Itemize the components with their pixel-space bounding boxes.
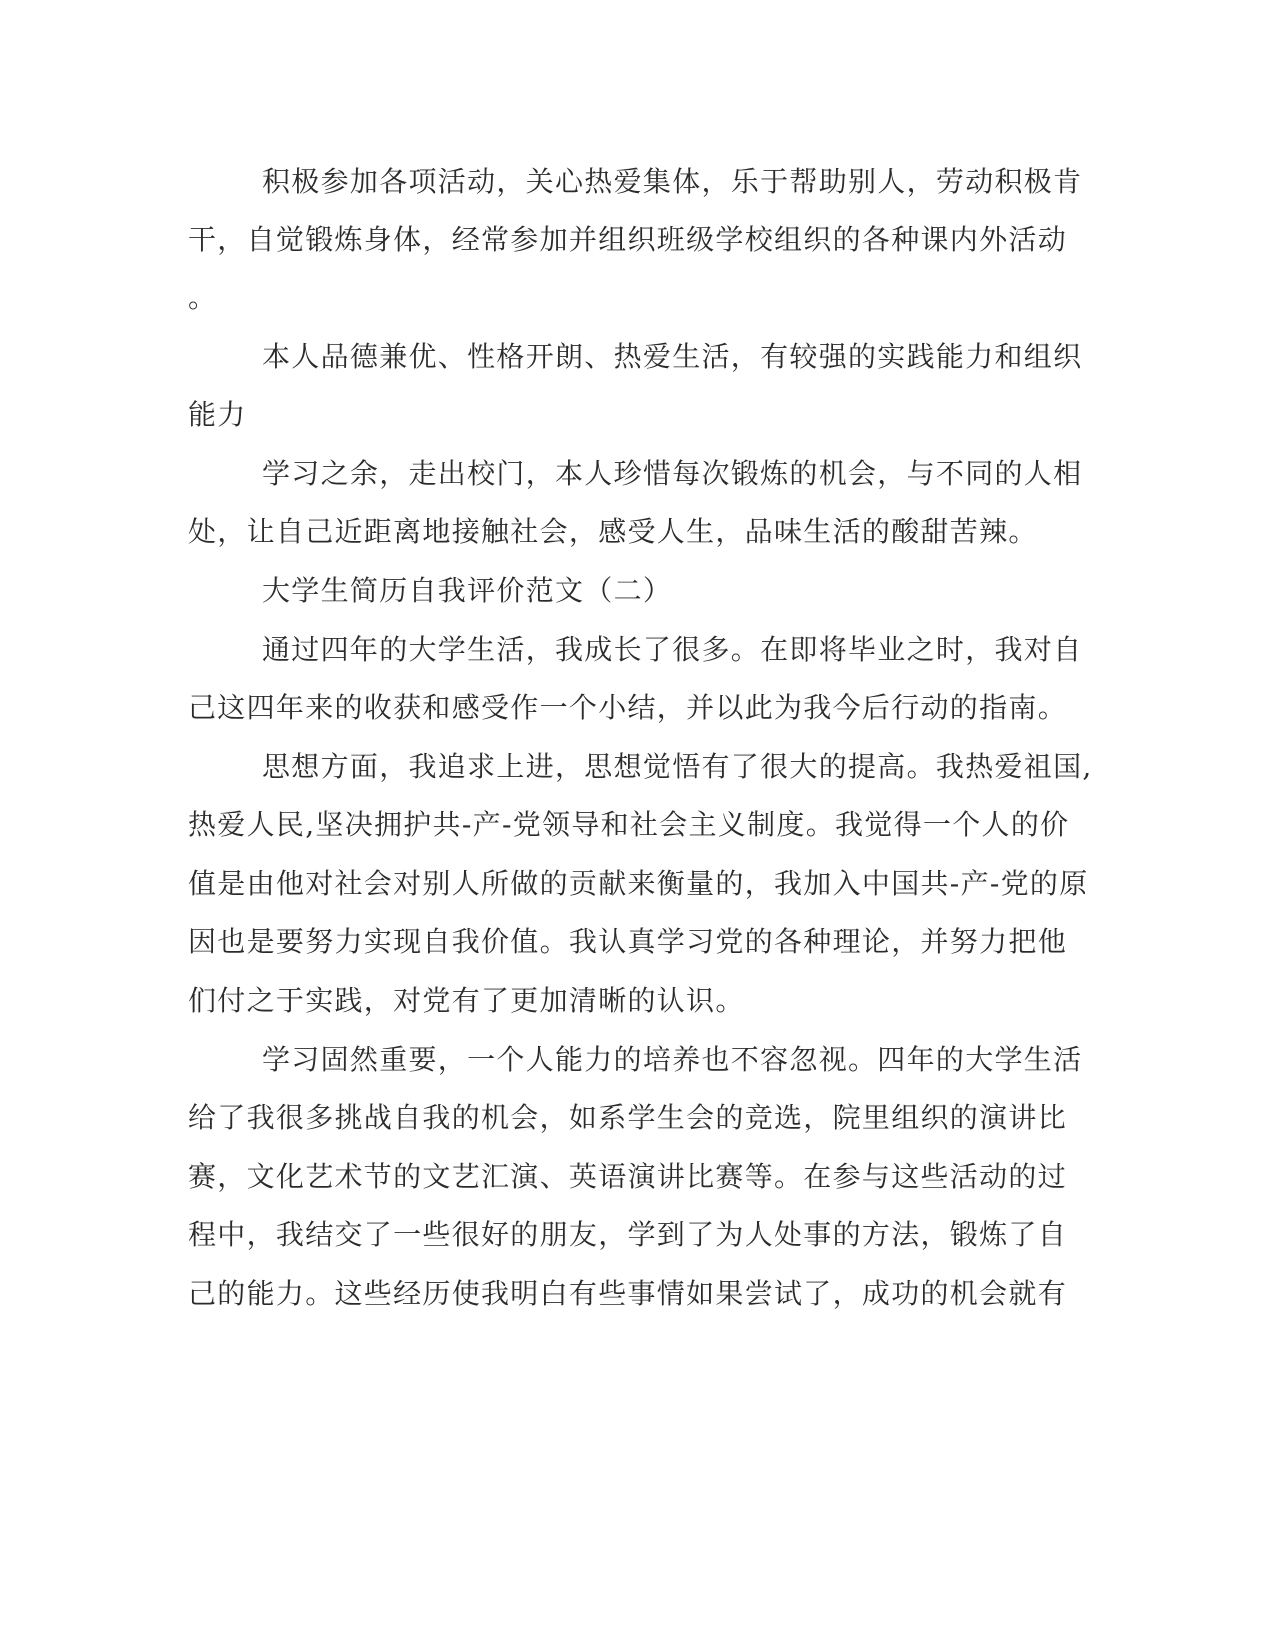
paragraph-5-line-3: 值是由他对社会对别人所做的贡献来衡量的，我加入中国共-产-党的原	[188, 867, 1089, 900]
paragraph-1-line-1: 积极参加各项活动，关心热爱集体，乐于帮助别人，劳动积极肯	[262, 165, 1083, 198]
paragraph-6-line-1: 学习固然重要，一个人能力的培养也不容忽视。四年的大学生活	[262, 1043, 1083, 1076]
paragraph-5-line-1: 思想方面，我追求上进，思想觉悟有了很大的提高。我热爱祖国,	[262, 750, 1093, 783]
section-heading: 大学生简历自我评价范文（二）	[262, 574, 673, 607]
paragraph-2-line-2: 能力	[188, 398, 247, 431]
paragraph-5-line-5: 们付之于实践，对党有了更加清晰的认识。	[188, 984, 745, 1017]
paragraph-1-line-2: 干，自觉锻炼身体，经常参加并组织班级学校组织的各种课内外活动	[188, 223, 1068, 256]
paragraph-6-line-2: 给了我很多挑战自我的机会，如系学生会的竞选，院里组织的演讲比	[188, 1101, 1068, 1134]
paragraph-6-line-3: 赛，文化艺术节的文艺汇演、英语演讲比赛等。在参与这些活动的过	[188, 1160, 1068, 1193]
paragraph-4-line-1: 通过四年的大学生活，我成长了很多。在即将毕业之时，我对自	[262, 633, 1083, 666]
paragraph-6-line-4: 程中，我结交了一些很好的朋友，学到了为人处事的方法，锻炼了自	[188, 1218, 1068, 1251]
paragraph-3-line-1: 学习之余，走出校门，本人珍惜每次锻炼的机会，与不同的人相	[262, 457, 1083, 490]
paragraph-5-line-2: 热爱人民,坚决拥护共-产-党领导和社会主义制度。我觉得一个人的价	[188, 808, 1070, 841]
paragraph-5-line-4: 因也是要努力实现自我价值。我认真学习党的各种理论，并努力把他	[188, 925, 1068, 958]
paragraph-4-line-2: 己这四年来的收获和感受作一个小结，并以此为我今后行动的指南。	[188, 691, 1068, 724]
paragraph-1-line-3: 。	[188, 281, 218, 314]
paragraph-3-line-2: 处，让自己近距离地接触社会，感受人生，品味生活的酸甜苦辣。	[188, 515, 1038, 548]
paragraph-6-line-5: 己的能力。这些经历使我明白有些事情如果尝试了，成功的机会就有	[188, 1277, 1068, 1310]
paragraph-2-line-1: 本人品德兼优、性格开朗、热爱生活，有较强的实践能力和组织	[262, 340, 1083, 373]
